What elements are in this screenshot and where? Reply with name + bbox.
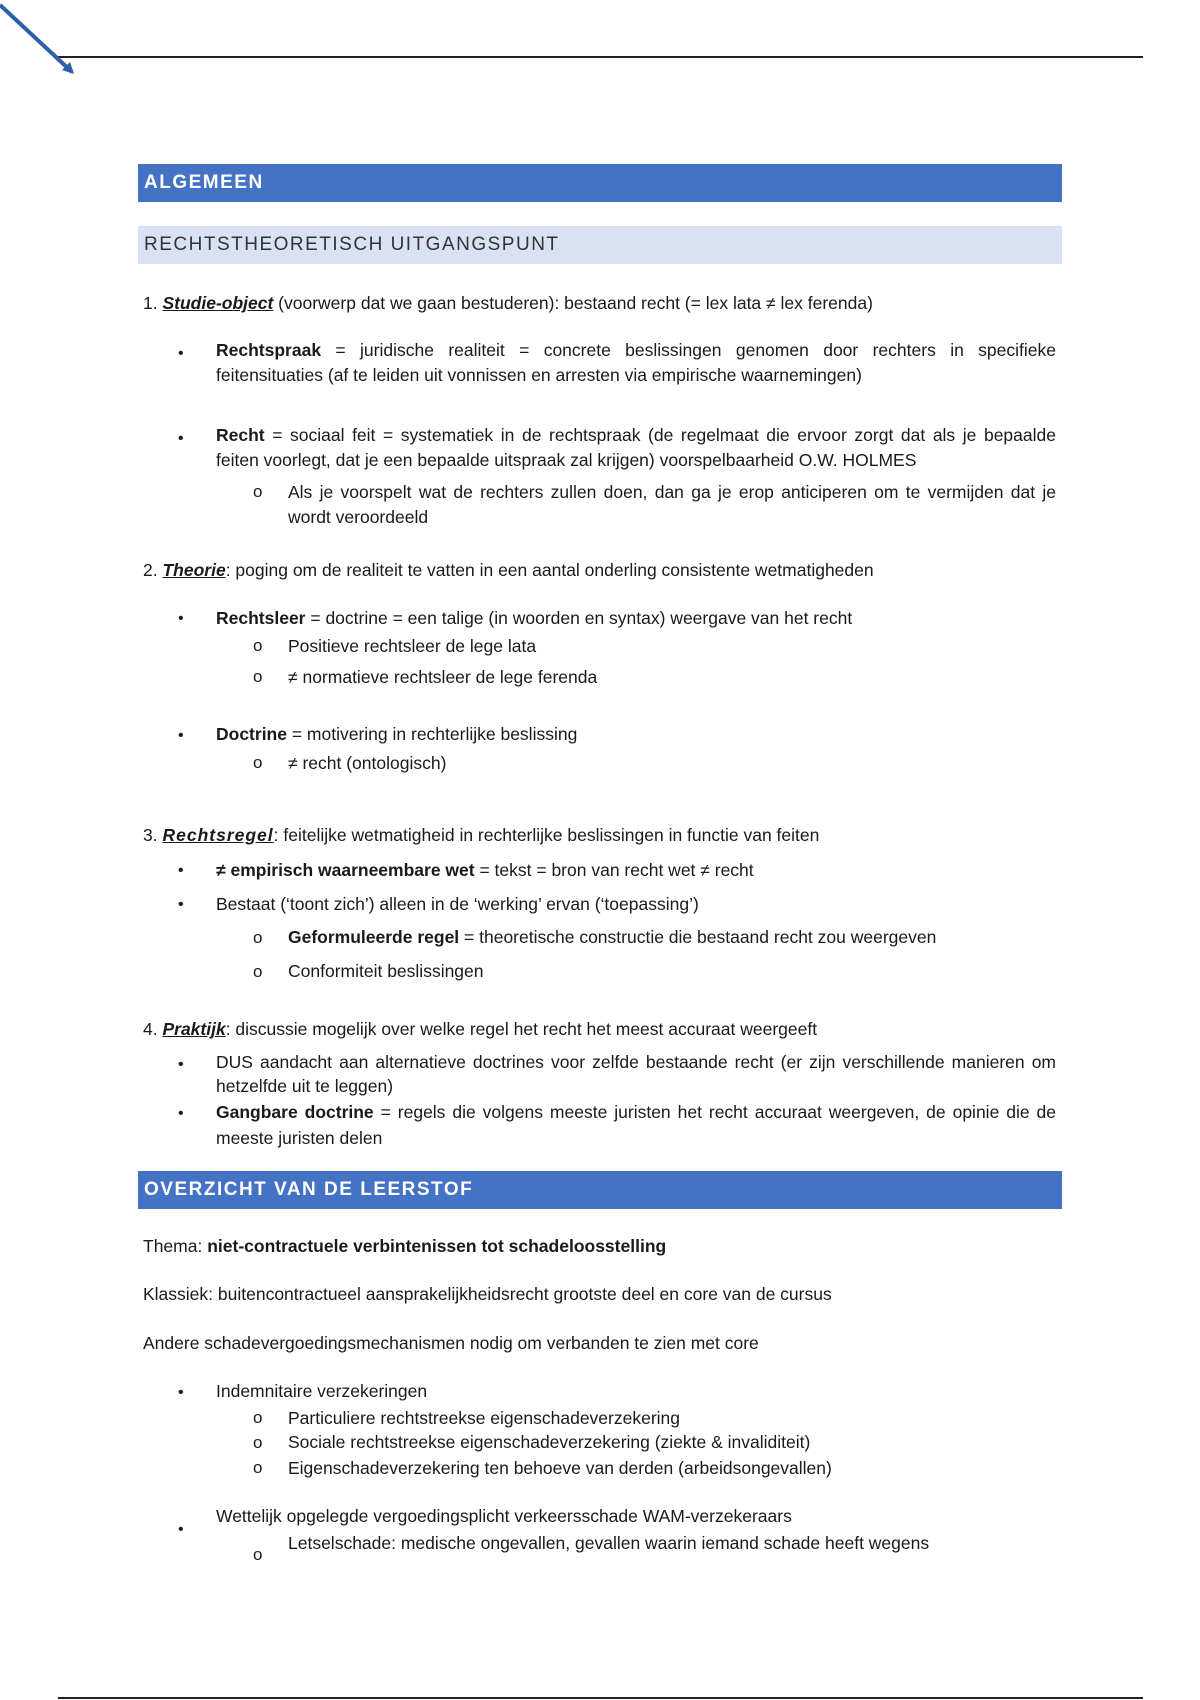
indemnitaire-item: Indemnitaire verzekeringen [216,1381,428,1401]
dus-item: DUS aandacht aan alternatieve doctrines voor zelfde bestaande recht (er zijn verschillende manieren om hetzelfde uit te leggen) [216,1052,1056,1096]
bullet-marker: • [178,1105,184,1122]
eigenschade-item: Eigenschadeverzekering ten behoeve van derden (arbeidsongevallen) [288,1458,832,1478]
empirisch-item: ≠ empirisch waarneembare wet = tekst = bron van recht wet ≠ recht [216,860,754,880]
gangbare-item: Gangbare doctrine = regels die volgens meeste juristen het recht accuraat weergeven, de opinie die de meeste juristen delen [216,1102,1056,1148]
bullet-marker: • [178,1056,184,1073]
section-1-title: 1. Studie-object (voorwerp dat we gaan bestuderen): bestaand recht (= lex lata ≠ lex ferenda) [143,293,873,313]
conformiteit-item: Conformiteit beslissingen [288,961,484,981]
section-3-title: 3. Rechtsregel: feitelijke wetmatigheid in rechterlijke beslissingen in functie van feiten [143,825,820,845]
sub-bullet-marker: o [253,1408,263,1427]
heading-algemeen: ALGEMEEN [138,164,1062,202]
bullet-marker: • [178,610,184,627]
recht-subitem: Als je voorspelt wat de rechters zullen doen, dan ga je erop anticiperen om te vermijden dat je wordt veroordeeld [288,482,1056,527]
wettelijk-item: Wettelijk opgelegde vergoedingsplicht verkeersschade WAM-verzekeraars [216,1506,792,1526]
rechtspraak-item: Rechtspraak = juridische realiteit = concrete beslissingen genomen door rechters in specifieke feitensituaties (af te leiden uit vonnissen en arresten via empirische waarnemingen) [216,340,1056,385]
andere-line: Andere schadevergoedingsmechanismen nodig om verbanden te zien met core [143,1333,759,1353]
sub-bullet-marker: o [253,482,263,501]
sub-bullet-marker: o [253,753,263,772]
recht-item: Recht = sociaal feit = systematiek in de rechtspraak (de regelmaat die ervoor zorgt dat als je bepaalde feiten voorlegt, dat je een bepaalde uitspraak zal krijgen) voorspelbaarheid O.W. HOLMES [216,425,1056,470]
praktijk-term: Praktijk [162,1019,226,1039]
doctrine-item: Doctrine = motivering in rechterlijke beslissing [216,724,578,744]
section-2-title: 2. Theorie: poging om de realiteit te vatten in een aantal onderling consistente wetmatigheden [143,560,874,580]
sub-bullet-marker: o [253,667,263,686]
bullet-marker: • [178,1521,184,1538]
bestaat-item: Bestaat (‘toont zich’) alleen in de ‘werking’ ervan (‘toepassing’) [216,894,699,914]
bullet-marker: • [178,430,184,447]
letselschade-item: Letselschade: medische ongevallen, gevallen waarin iemand schade heeft wegens [288,1533,930,1553]
sub-bullet-marker: o [253,1545,263,1564]
klassiek-line: Klassiek: buitencontractueel aansprakelijkheidsrecht grootste deel en core van de cursus [143,1284,832,1304]
bullet-marker: • [178,896,184,913]
rechtsregel-term: Rechtsregel [162,825,274,845]
heading-overzicht: OVERZICHT VAN DE LEERSTOF [138,1171,1062,1209]
rechtsleer-sub-2: ≠ normatieve rechtsleer de lege ferenda [288,667,598,687]
bullet-marker: • [178,1384,184,1401]
bullet-marker: • [178,345,184,362]
thema-line: Thema: niet-contractuele verbintenissen tot schadeloosstelling [143,1236,667,1256]
corner-arrow-icon [0,0,90,90]
geformuleerde-item: Geformuleerde regel = theoretische constructie die bestaand recht zou weergeven [288,927,937,947]
header-rule [58,56,1143,58]
sub-bullet-marker: o [253,1433,263,1452]
rechtsleer-sub-1: Positieve rechtsleer de lege lata [288,636,537,656]
sociale-item: Sociale rechtstreekse eigenschadeverzekering (ziekte & invaliditeit) [288,1432,811,1452]
rechtsleer-item: Rechtsleer = doctrine = een talige (in woorden en syntax) weergave van het recht [216,608,853,628]
studie-object-term: Studie-object [162,293,274,313]
sub-bullet-marker: o [253,928,263,947]
bullet-marker: • [178,727,184,744]
bullet-marker: • [178,862,184,879]
theorie-term: Theorie [162,560,226,580]
particuliere-item: Particuliere rechtstreekse eigenschadeverzekering [288,1408,681,1428]
sub-bullet-marker: o [253,636,263,655]
doctrine-sub: ≠ recht (ontologisch) [288,753,447,773]
footer-rule [58,1697,1143,1699]
section-4-title: 4. Praktijk: discussie mogelijk over welke regel het recht het meest accuraat weergeeft [143,1019,818,1039]
heading-rechtstheoretisch: RECHTSTHEORETISCH UITGANGSPUNT [138,226,1062,264]
sub-bullet-marker: o [253,1458,263,1477]
sub-bullet-marker: o [253,962,263,981]
